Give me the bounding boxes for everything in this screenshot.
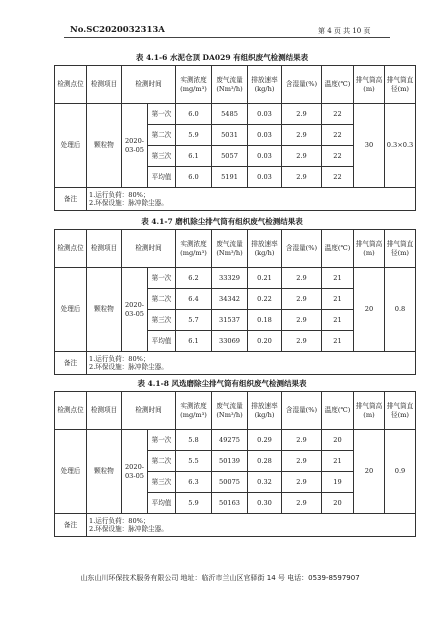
remark-label: 备注 <box>55 188 87 211</box>
header-cell: 检测点位 <box>55 230 87 268</box>
remark-line: 1.运行负荷：80%； <box>89 516 150 525</box>
header-cell: 排放速率(kg/h) <box>248 66 282 104</box>
row-label: 平均值 <box>148 493 176 514</box>
value-cell: 6.2 <box>176 268 212 289</box>
value-cell: 2.9 <box>282 146 322 167</box>
value-cell: 5.9 <box>176 125 212 146</box>
value-cell: 2.9 <box>282 289 322 310</box>
header-cell: 检测点位 <box>55 392 87 430</box>
value-cell: 2.9 <box>282 493 322 514</box>
value-cell: 21 <box>322 451 354 472</box>
date-cell: 2020-03-05 <box>122 104 148 188</box>
row-label: 第一次 <box>148 430 176 451</box>
value-cell: 6.0 <box>176 167 212 188</box>
header-cell: 检测项目 <box>87 66 122 104</box>
header-cell: 废气流量(Nm³/h) <box>212 230 248 268</box>
row-label: 第二次 <box>148 451 176 472</box>
header-cell: 排气筒高(m) <box>354 230 385 268</box>
value-cell: 0.30 <box>248 493 282 514</box>
row-label: 平均值 <box>148 331 176 352</box>
result-table <box>54 391 416 537</box>
value-cell: 6.1 <box>176 146 212 167</box>
remark-cell <box>87 514 416 537</box>
value-cell: 0.03 <box>248 104 282 125</box>
value-cell: 50075 <box>212 472 248 493</box>
value-cell: 21 <box>322 268 354 289</box>
value-cell: 50163 <box>212 493 248 514</box>
header-cell: 实测浓度(mg/m³) <box>176 392 212 430</box>
header-cell: 实测浓度(mg/m³) <box>176 66 212 104</box>
row-label: 第一次 <box>148 104 176 125</box>
header-cell: 温度(℃) <box>322 66 354 104</box>
value-cell: 0.03 <box>248 125 282 146</box>
value-cell: 49275 <box>212 430 248 451</box>
value-cell: 5485 <box>212 104 248 125</box>
value-cell: 33329 <box>212 268 248 289</box>
value-cell: 20 <box>322 430 354 451</box>
result-table <box>54 65 416 211</box>
header-cell: 废气流量(Nm³/h) <box>212 392 248 430</box>
remark-line: 2.环保设施：脉冲除尘器。 <box>89 363 168 371</box>
header-cell: 废气流量(Nm³/h) <box>212 66 248 104</box>
value-cell: 22 <box>322 167 354 188</box>
value-cell: 0.29 <box>248 430 282 451</box>
row-label: 第三次 <box>148 146 176 167</box>
header-cell: 检测项目 <box>87 230 122 268</box>
value-cell: 22 <box>322 125 354 146</box>
value-cell: 22 <box>322 104 354 125</box>
item-cell: 颗粒物 <box>87 104 122 188</box>
remark-line: 2.环保设施：脉冲除尘器。 <box>89 199 168 207</box>
value-cell: 2.9 <box>282 451 322 472</box>
header-rule <box>64 37 390 38</box>
value-cell: 5057 <box>212 146 248 167</box>
header-cell: 实测浓度(mg/m³) <box>176 230 212 268</box>
stack-height-cell: 30 <box>354 104 385 188</box>
report-number: No.SC2020032313A <box>70 25 165 35</box>
value-cell: 2.9 <box>282 125 322 146</box>
value-cell: 5031 <box>212 125 248 146</box>
date-cell: 2020-03-05 <box>122 268 148 352</box>
value-cell: 0.03 <box>248 146 282 167</box>
stack-diameter-cell: 0.8 <box>385 268 416 352</box>
header-cell: 检测时间 <box>122 66 176 104</box>
remark-line: 1.运行负荷：80%； <box>89 190 150 199</box>
value-cell: 2.9 <box>282 430 322 451</box>
value-cell: 0.28 <box>248 451 282 472</box>
value-cell: 21 <box>322 310 354 331</box>
value-cell: 2.9 <box>282 310 322 331</box>
row-label: 第三次 <box>148 310 176 331</box>
value-cell: 19 <box>322 472 354 493</box>
value-cell: 5.8 <box>176 430 212 451</box>
value-cell: 2.9 <box>282 104 322 125</box>
row-label: 第二次 <box>148 125 176 146</box>
value-cell: 22 <box>322 146 354 167</box>
header-cell: 检测时间 <box>122 392 176 430</box>
row-label: 第三次 <box>148 472 176 493</box>
value-cell: 6.3 <box>176 472 212 493</box>
table-caption: 表 4.1-8 风选磨除尘排气筒有组织废气检测结果表 <box>137 379 307 388</box>
value-cell: 34342 <box>212 289 248 310</box>
item-cell: 颗粒物 <box>87 430 122 514</box>
value-cell: 50139 <box>212 451 248 472</box>
row-label: 平均值 <box>148 167 176 188</box>
table-caption: 表 4.1-6 水泥仓顶 DA029 有组织废气检测结果表 <box>135 53 309 62</box>
value-cell: 2.9 <box>282 268 322 289</box>
result-table <box>54 229 416 375</box>
value-cell: 2.9 <box>282 331 322 352</box>
remark-cell <box>87 352 416 375</box>
row-label: 第二次 <box>148 289 176 310</box>
value-cell: 6.0 <box>176 104 212 125</box>
remark-line: 2.环保设施：脉冲除尘器。 <box>89 525 168 533</box>
value-cell: 33069 <box>212 331 248 352</box>
value-cell: 0.32 <box>248 472 282 493</box>
point-cell: 处理后 <box>55 430 87 514</box>
header-cell: 排气筒高(m) <box>354 392 385 430</box>
header-cell: 检测点位 <box>55 66 87 104</box>
header-cell: 排气筒直径(m) <box>385 230 416 268</box>
table-caption: 表 4.1-7 磨机除尘排气筒有组织废气检测结果表 <box>141 217 303 226</box>
stack-height-cell: 20 <box>354 430 385 514</box>
header-cell: 排气筒高(m) <box>354 66 385 104</box>
value-cell: 0.20 <box>248 331 282 352</box>
value-cell: 21 <box>322 331 354 352</box>
header-cell: 温度(℃) <box>322 392 354 430</box>
value-cell: 0.18 <box>248 310 282 331</box>
value-cell: 5.5 <box>176 451 212 472</box>
value-cell: 2.9 <box>282 472 322 493</box>
header-cell: 检测时间 <box>122 230 176 268</box>
company-footer: 山东山川环保技术服务有限公司 地址：临沂市兰山区官驿街 14 号 电话：0539-8597907 <box>80 574 360 582</box>
value-cell: 0.03 <box>248 167 282 188</box>
stack-height-cell: 20 <box>354 268 385 352</box>
item-cell: 颗粒物 <box>87 268 122 352</box>
value-cell: 5.7 <box>176 310 212 331</box>
header-cell: 排气筒直径(m) <box>385 66 416 104</box>
value-cell: 0.22 <box>248 289 282 310</box>
date-cell: 2020-03-05 <box>122 430 148 514</box>
header-cell: 排放速率(kg/h) <box>248 392 282 430</box>
stack-diameter-cell: 0.9 <box>385 430 416 514</box>
point-cell: 处理后 <box>55 104 87 188</box>
remark-label: 备注 <box>55 352 87 375</box>
remark-label: 备注 <box>55 514 87 537</box>
header-cell: 含湿量(%) <box>282 230 322 268</box>
value-cell: 5.9 <box>176 493 212 514</box>
header-cell: 排气筒直径(m) <box>385 392 416 430</box>
row-label: 第一次 <box>148 268 176 289</box>
value-cell: 2.9 <box>282 167 322 188</box>
remark-cell <box>87 188 416 211</box>
header-cell: 温度(℃) <box>322 230 354 268</box>
remark-line: 1.运行负荷：80%； <box>89 354 150 363</box>
value-cell: 0.21 <box>248 268 282 289</box>
value-cell: 6.1 <box>176 331 212 352</box>
value-cell: 6.4 <box>176 289 212 310</box>
header-cell: 排放速率(kg/h) <box>248 230 282 268</box>
header-cell: 含湿量(%) <box>282 66 322 104</box>
header-cell: 含湿量(%) <box>282 392 322 430</box>
value-cell: 5191 <box>212 167 248 188</box>
page-indicator: 第 4 页 共 10 页 <box>318 27 371 35</box>
header-cell: 检测项目 <box>87 392 122 430</box>
stack-diameter-cell: 0.3×0.3 <box>385 104 416 188</box>
point-cell: 处理后 <box>55 268 87 352</box>
value-cell: 20 <box>322 493 354 514</box>
value-cell: 21 <box>322 289 354 310</box>
value-cell: 31537 <box>212 310 248 331</box>
